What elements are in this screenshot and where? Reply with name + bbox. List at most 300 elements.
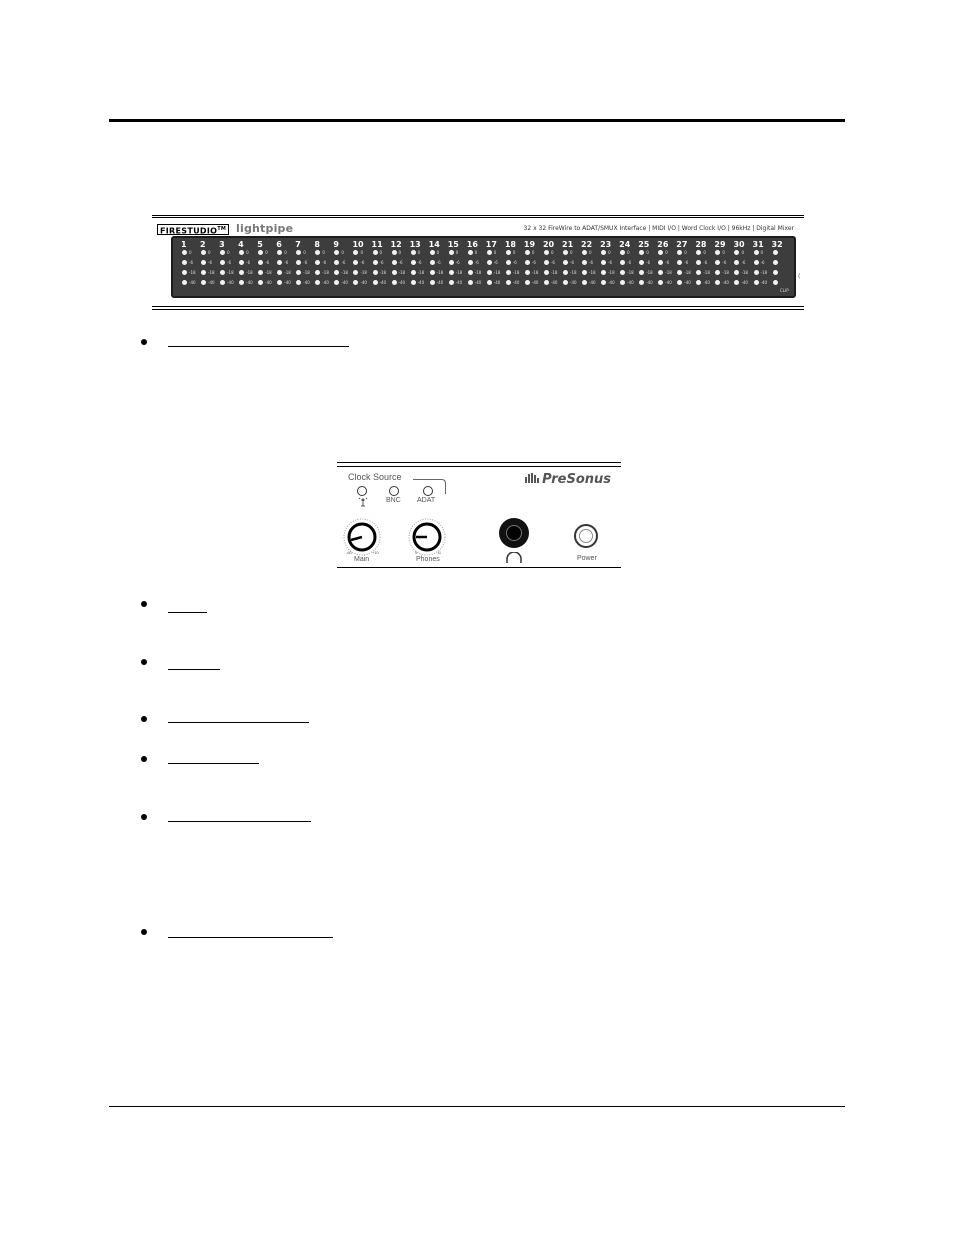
heading-underline-1 [168, 346, 349, 347]
meter-level-label: 0 [379, 250, 383, 255]
front-panel-top-rule-2 [337, 466, 621, 467]
meter-led [449, 280, 454, 285]
meter-level-label: 0 [627, 250, 630, 255]
meter-led [544, 250, 549, 255]
meter-led [620, 280, 625, 285]
meter-led [506, 270, 511, 275]
meter-level-label: -6 [208, 260, 213, 265]
bullet-5 [141, 756, 147, 762]
meter-level-label: -18 [741, 270, 748, 275]
meter-led [430, 280, 435, 285]
meter-level-label: -6 [227, 260, 232, 265]
meter-level-label: 0 [417, 250, 421, 255]
meter-level-label: -18 [627, 270, 634, 275]
meter-led [353, 260, 358, 265]
meter-level-label: -40 [474, 280, 482, 285]
meter-level-label: 0 [303, 250, 306, 255]
meter-led [334, 260, 339, 265]
channel-number: 29 [714, 240, 726, 249]
channel-number: 10 [352, 240, 364, 249]
meter-led [525, 260, 530, 265]
panel-bottom-rule [152, 306, 804, 307]
meter-level-label: -18 [189, 270, 196, 275]
meter-level-label: -18 [703, 270, 710, 275]
channel-number: 9 [333, 240, 339, 249]
meter-level-label: -40 [512, 280, 520, 285]
meter-led [392, 260, 397, 265]
meter-level-label: -6 [531, 260, 536, 265]
front-panel-figure: Clock Source BNC ADAT PreSonus -80 +10 Main 0 11 Phones Power [337, 462, 621, 568]
panel-top-rule-2 [152, 217, 804, 218]
meter-led [315, 270, 320, 275]
meter-level-label: -6 [436, 260, 441, 265]
meter-level-label: -18 [246, 270, 253, 275]
meter-level-label: -6 [398, 260, 403, 265]
meter-level-label: 0 [722, 250, 725, 255]
meter-led [239, 270, 244, 275]
meter-level-label: 0 [360, 250, 363, 255]
meter-level-label: -6 [570, 260, 574, 265]
meter-level-label: 0 [760, 250, 764, 255]
meter-level-label: -40 [227, 280, 234, 285]
meter-level-label: -40 [436, 280, 444, 285]
meter-led [220, 250, 225, 255]
meter-led [353, 280, 358, 285]
meter-level-label: 0 [646, 250, 649, 255]
meter-led [411, 270, 416, 275]
meter-led [373, 280, 378, 285]
meter-level-label: -18 [760, 270, 768, 275]
bullet-6 [141, 814, 147, 820]
meter-led [563, 270, 568, 275]
meter-level-label: -40 [741, 280, 748, 285]
meter-led [563, 250, 568, 255]
meter-led [277, 270, 282, 275]
heading-underline-7 [168, 937, 333, 938]
meter-level-label: 0 [493, 250, 497, 255]
meter-led [696, 270, 701, 275]
meter-level-label: -40 [722, 280, 729, 285]
meter-level-label: -6 [646, 260, 651, 265]
heading-underline-6 [168, 821, 311, 822]
meter-led [639, 280, 644, 285]
internal-clock-icon [356, 496, 370, 507]
meter-led [582, 250, 587, 255]
meter-level-label: -18 [303, 270, 310, 275]
meter-led [601, 250, 606, 255]
meter-led [677, 250, 682, 255]
meter-level-label: 0 [703, 250, 706, 255]
meter-led [353, 250, 358, 255]
header-rule [109, 119, 845, 122]
channel-number: 26 [657, 240, 669, 249]
meter-level-label: 0 [589, 250, 592, 255]
meter-led [220, 270, 225, 275]
meter-level-label: -6 [189, 260, 193, 265]
meter-level-label: -18 [493, 270, 501, 275]
meter-led [373, 260, 378, 265]
meter-led [430, 270, 435, 275]
meter-led [506, 250, 511, 255]
meter-level-label: 0 [436, 250, 440, 255]
meter-led [258, 280, 263, 285]
meter-level-label: -18 [550, 270, 558, 275]
meter-led [544, 280, 549, 285]
heading-underline-5 [168, 763, 259, 764]
meter-led [258, 260, 263, 265]
headphone-icon [505, 552, 523, 564]
meter-led [773, 260, 778, 265]
phones-label: Phones [416, 556, 440, 563]
meter-led [715, 250, 720, 255]
meter-led [582, 260, 587, 265]
meter-led [754, 250, 759, 255]
meter-led [696, 280, 701, 285]
bnc-clock-led [389, 486, 399, 496]
meter-led [754, 270, 759, 275]
meter-led [277, 250, 282, 255]
meter-level-label: -40 [398, 280, 406, 285]
meter-level-label: -6 [493, 260, 498, 265]
meter-led [430, 250, 435, 255]
meter-led [754, 260, 759, 265]
meter-led [296, 270, 301, 275]
meter-led [487, 270, 492, 275]
meter-led [468, 280, 473, 285]
channel-number: 1 [181, 240, 187, 249]
meter-level-label: -40 [550, 280, 558, 285]
channel-number: 14 [428, 240, 440, 249]
meter-level-label: -6 [246, 260, 251, 265]
meter-led [715, 260, 720, 265]
panel-tagline: 32 x 32 FireWire to ADAT/SMUX Interface | MIDI I/O | Word Clock I/O | 96kHz | Digital Mixer [523, 225, 794, 232]
channel-number: 31 [752, 240, 764, 249]
meter-led [639, 260, 644, 265]
meter-level-label: -6 [608, 260, 613, 265]
bullet-7 [141, 929, 147, 935]
bnc-label: BNC [386, 497, 401, 504]
meter-led [658, 250, 663, 255]
meter-level-label: -40 [589, 280, 596, 285]
meter-level-label: 0 [531, 250, 535, 255]
heading-underline-3 [168, 669, 220, 670]
meter-led [563, 280, 568, 285]
channel-number: 15 [447, 240, 459, 249]
meter-led [201, 280, 206, 285]
bullet-4 [141, 716, 147, 722]
meter-level-label: -6 [284, 260, 289, 265]
meter-led [411, 260, 416, 265]
meter-level-label: -6 [703, 260, 708, 265]
meter-led [315, 280, 320, 285]
meter-led [468, 250, 473, 255]
channel-number: 23 [600, 240, 612, 249]
meter-level-label: -18 [646, 270, 653, 275]
meter-level-label: -18 [684, 270, 691, 275]
meter-level-label: -6 [341, 260, 346, 265]
meter-led [620, 260, 625, 265]
meter-level-label: -18 [360, 270, 367, 275]
channel-number: 28 [695, 240, 707, 249]
meter-led [487, 250, 492, 255]
meter-level-label: 0 [227, 250, 230, 255]
meter-level-label: 0 [455, 250, 459, 255]
meter-level-label: -40 [493, 280, 501, 285]
meter-level-label: -18 [265, 270, 272, 275]
meter-led [201, 270, 206, 275]
meter-level-label: -6 [684, 260, 689, 265]
channel-number: 20 [542, 240, 555, 249]
meter-level-label: 0 [665, 250, 668, 255]
meter-strip [171, 236, 796, 298]
meter-level-label: -40 [379, 280, 387, 285]
panel-bottom-rule-2 [152, 309, 804, 310]
meter-level-label: -40 [284, 280, 291, 285]
meter-led [182, 260, 187, 265]
meter-level-label: 0 [474, 250, 478, 255]
front-panel-bottom-rule [337, 567, 621, 568]
channel-number: 6 [276, 240, 282, 249]
meter-led [392, 270, 397, 275]
meter-led [334, 280, 339, 285]
clip-label: CLIP [780, 288, 789, 293]
meter-led [373, 270, 378, 275]
meter-level-label: -40 [208, 280, 215, 285]
channel-number: 19 [523, 240, 536, 249]
meter-level-label: -18 [474, 270, 482, 275]
meter-led [392, 250, 397, 255]
meter-led [773, 280, 778, 285]
meter-level-label: 0 [341, 250, 344, 255]
meter-led [430, 260, 435, 265]
meter-level-label: 0 [741, 250, 744, 255]
meter-led [296, 280, 301, 285]
meter-level-label: -6 [665, 260, 670, 265]
channel-number: 25 [638, 240, 650, 249]
meter-led [734, 280, 739, 285]
meter-led [715, 270, 720, 275]
meter-panel-figure [152, 215, 804, 310]
meter-led [677, 280, 682, 285]
front-panel-top-rule [337, 462, 621, 463]
meter-led [506, 260, 511, 265]
meter-level-label: 0 [208, 250, 211, 255]
meter-level-label: -40 [684, 280, 691, 285]
meter-led [239, 260, 244, 265]
meter-level-label: -6 [455, 260, 460, 265]
meter-led [696, 250, 701, 255]
channel-number: 8 [314, 240, 320, 249]
meter-level-label: -6 [474, 260, 479, 265]
meter-level-label: -18 [417, 270, 425, 275]
meter-level-label: -40 [646, 280, 653, 285]
channel-number: 16 [466, 240, 478, 249]
meter-led [449, 250, 454, 255]
meter-level-label: -18 [531, 270, 539, 275]
meter-led [258, 250, 263, 255]
adat-clock-led [423, 486, 433, 496]
meter-level-label: -40 [760, 280, 768, 285]
meter-level-label: -6 [379, 260, 384, 265]
meter-led [544, 270, 549, 275]
internal-clock-led [357, 486, 367, 496]
meter-led [411, 250, 416, 255]
meter-led [506, 280, 511, 285]
meter-level-label: -18 [398, 270, 406, 275]
meter-led [620, 250, 625, 255]
meter-level-label: -6 [512, 260, 517, 265]
meter-led [734, 250, 739, 255]
power-button[interactable] [574, 524, 598, 548]
meter-level-label: 0 [322, 250, 325, 255]
channel-number: 5 [257, 240, 263, 249]
channel-number: 22 [581, 240, 593, 249]
meter-led [296, 260, 301, 265]
bullet-1 [141, 339, 147, 345]
meter-level-label: -40 [703, 280, 710, 285]
meter-led [182, 280, 187, 285]
meter-led [201, 260, 206, 265]
meter-led [601, 260, 606, 265]
meter-led [658, 270, 663, 275]
panel-top-rule [152, 215, 804, 216]
adat-label: ADAT [417, 497, 436, 504]
channel-number: 27 [676, 240, 688, 249]
meter-led [315, 250, 320, 255]
panel-edge-mark: ( [798, 273, 801, 280]
channel-number: 18 [504, 240, 516, 249]
meter-led [601, 280, 606, 285]
meter-level-label: -40 [627, 280, 634, 285]
meter-level-label: 0 [512, 250, 516, 255]
meter-level-label: 0 [189, 250, 192, 255]
meter-level-label: -40 [341, 280, 348, 285]
meter-level-label: -40 [360, 280, 367, 285]
meter-led [696, 260, 701, 265]
meter-led [639, 270, 644, 275]
meter-led [525, 250, 530, 255]
meter-level-label: -40 [531, 280, 539, 285]
channel-number: 11 [371, 240, 383, 249]
meter-level-label: -18 [589, 270, 596, 275]
channel-number: 13 [409, 240, 421, 249]
meter-level-label: -18 [455, 270, 463, 275]
meter-led [658, 260, 663, 265]
meter-led [239, 280, 244, 285]
meter-led [677, 270, 682, 275]
meter-level-label: -18 [570, 270, 577, 275]
meter-level-label: -18 [722, 270, 729, 275]
meter-level-label: -6 [322, 260, 327, 265]
meter-led [315, 260, 320, 265]
meter-level-label: -6 [627, 260, 632, 265]
meter-level-label: -18 [665, 270, 672, 275]
meter-led [239, 250, 244, 255]
heading-underline-2 [168, 612, 207, 613]
meter-level-label: -18 [208, 270, 215, 275]
channel-number: 7 [295, 240, 301, 249]
meter-level-label: -6 [265, 260, 270, 265]
meter-led [773, 250, 778, 255]
meter-led [734, 270, 739, 275]
meter-level-label: 0 [550, 250, 554, 255]
meter-led [411, 280, 416, 285]
meter-level-label: -40 [417, 280, 425, 285]
meter-led [220, 280, 225, 285]
meter-led [182, 270, 187, 275]
meter-level-label: 0 [398, 250, 402, 255]
meter-led [525, 270, 530, 275]
lightpipe-logo: lightpipe [236, 222, 294, 235]
channel-number: 2 [200, 240, 206, 249]
meter-level-label: -6 [550, 260, 555, 265]
meter-level-label: -40 [246, 280, 253, 285]
channel-number: 17 [485, 240, 497, 249]
meter-led [677, 260, 682, 265]
meter-level-label: 0 [246, 250, 249, 255]
meter-level-label: -40 [189, 280, 196, 285]
meter-level-label: -18 [284, 270, 291, 275]
presonus-logo: PreSonus [525, 472, 611, 487]
meter-led [468, 260, 473, 265]
meter-led [658, 280, 663, 285]
meter-led [468, 270, 473, 275]
meter-led [620, 270, 625, 275]
meter-level-label: 0 [684, 250, 687, 255]
meter-level-label: -6 [741, 260, 746, 265]
meter-level-label: -40 [303, 280, 310, 285]
meter-led [201, 250, 206, 255]
meter-level-label: -18 [227, 270, 234, 275]
meter-level-label: -18 [512, 270, 520, 275]
meter-led [353, 270, 358, 275]
meter-level-label: 0 [570, 250, 573, 255]
bullet-2 [141, 601, 147, 607]
meter-level-label: -6 [722, 260, 727, 265]
heading-underline-4 [168, 722, 309, 723]
meter-led [544, 260, 549, 265]
bullet-3 [141, 659, 147, 665]
meter-led [582, 280, 587, 285]
meter-level-label: -6 [360, 260, 365, 265]
meter-level-label: -6 [760, 260, 765, 265]
meter-level-label: 0 [284, 250, 287, 255]
headphone-jack[interactable] [499, 518, 529, 548]
meter-level-label: -40 [665, 280, 672, 285]
channel-number: 24 [619, 240, 631, 249]
meter-led [773, 270, 778, 275]
meter-led [296, 250, 301, 255]
channel-number: 30 [733, 240, 745, 249]
channel-number: 4 [238, 240, 244, 249]
meter-led [220, 260, 225, 265]
meter-led [449, 260, 454, 265]
meter-level-label: 0 [608, 250, 611, 255]
meter-level-label: -40 [570, 280, 577, 285]
meter-led [334, 250, 339, 255]
presonus-mark-icon [525, 472, 539, 484]
meter-level-label: -40 [455, 280, 463, 285]
meter-led [277, 280, 282, 285]
meter-led [563, 260, 568, 265]
meter-led [734, 260, 739, 265]
meter-level-label: -40 [322, 280, 329, 285]
meter-led [277, 260, 282, 265]
meter-led [392, 280, 397, 285]
footer-rule [109, 1106, 845, 1107]
meter-level-label: -40 [608, 280, 615, 285]
meter-level-label: -6 [303, 260, 308, 265]
